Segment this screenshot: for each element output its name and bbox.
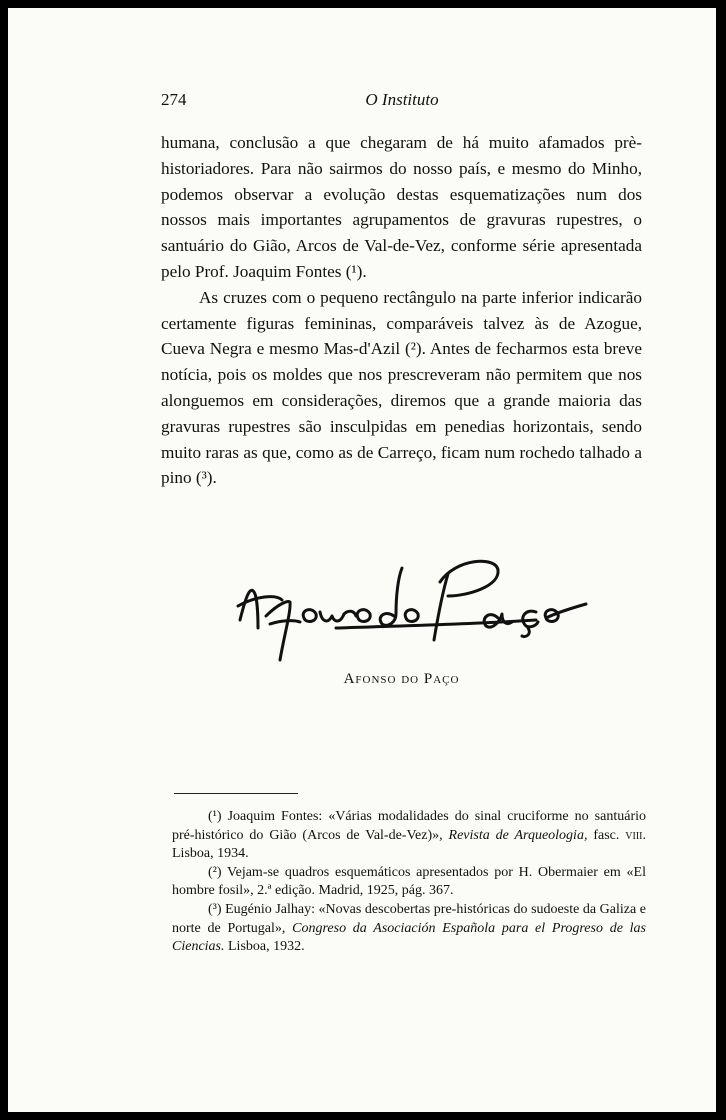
footnote-text: Joaquim Fontes: «Várias modalidades do sinal cruciforme no santuário pré-histórico do Gião (Arcos de Val-de-Vez)»,	[172, 809, 647, 843]
journal-title: Revista de Arqueologia,	[448, 827, 588, 843]
document-page	[8, 8, 716, 1112]
footnote-text: Eugénio Jalhay: «Novas descobertas pre-históricas do sudoeste da Galiza e norte de Portugal»,	[172, 901, 646, 936]
footnote-marker: (²)	[208, 864, 222, 880]
fascicle-number: viii	[625, 827, 643, 843]
paragraph: As cruzes com o pequeno rectângulo na parte inferior indicarão certamente figuras femininas, comparáveis talvez às de Azogue, Cueva Negra e mesmo Mas-d'Azil (²). Antes de fecharmos esta breve notícia, pois os moldes que nos prescreveram não permitem que nos alonguemos em considerações, diremos que a grande maioria das gravuras rupestres são insculpidas em penedias horizontais, sendo muito raras as que, como as de Carreço, ficam num rochedo talhado a pino (³).	[161, 287, 642, 488]
footnote-divider	[174, 793, 298, 794]
footnote-text: Vejam-se quadros esquemáticos apresentados por H. Obermaier em «El hombre fosil», 2.ª edição. Madrid, 1925, pág. 367.	[172, 864, 646, 899]
body-text	[161, 130, 642, 491]
page-header	[161, 90, 643, 112]
running-title: O Instituto	[365, 90, 439, 109]
handwritten-signature	[236, 556, 606, 666]
footnote	[172, 901, 646, 957]
page-number: 274	[161, 90, 187, 109]
footnote-text: fasc.	[587, 827, 626, 843]
paragraph: humana, conclusão a que chegaram de há muito afamados prè-historiadores. Para não sairmos do nosso país, e mesmo do Minho, podemos observar a evolução destas esquematizações num dos nossos mais importantes agrupamentos de gravuras rupestres, o santuário do Gião, Arcos de Val-de-Vez, conforme série apresentada pelo Prof. Joaquim Fontes (¹).	[161, 133, 642, 281]
footnote	[172, 808, 646, 864]
congress-title: Congreso da Asociación Española para el Progreso de las Ciencias.	[172, 920, 646, 955]
author-name: Afonso do Paço	[343, 671, 460, 687]
footnote-marker: (³)	[208, 901, 222, 917]
footnote-text: . Lisboa, 1934.	[172, 827, 646, 862]
footnote-text: Lisboa, 1932.	[224, 939, 305, 955]
footnote-marker: (¹)	[208, 809, 222, 824]
footnotes	[172, 808, 646, 957]
footnote	[172, 864, 646, 901]
